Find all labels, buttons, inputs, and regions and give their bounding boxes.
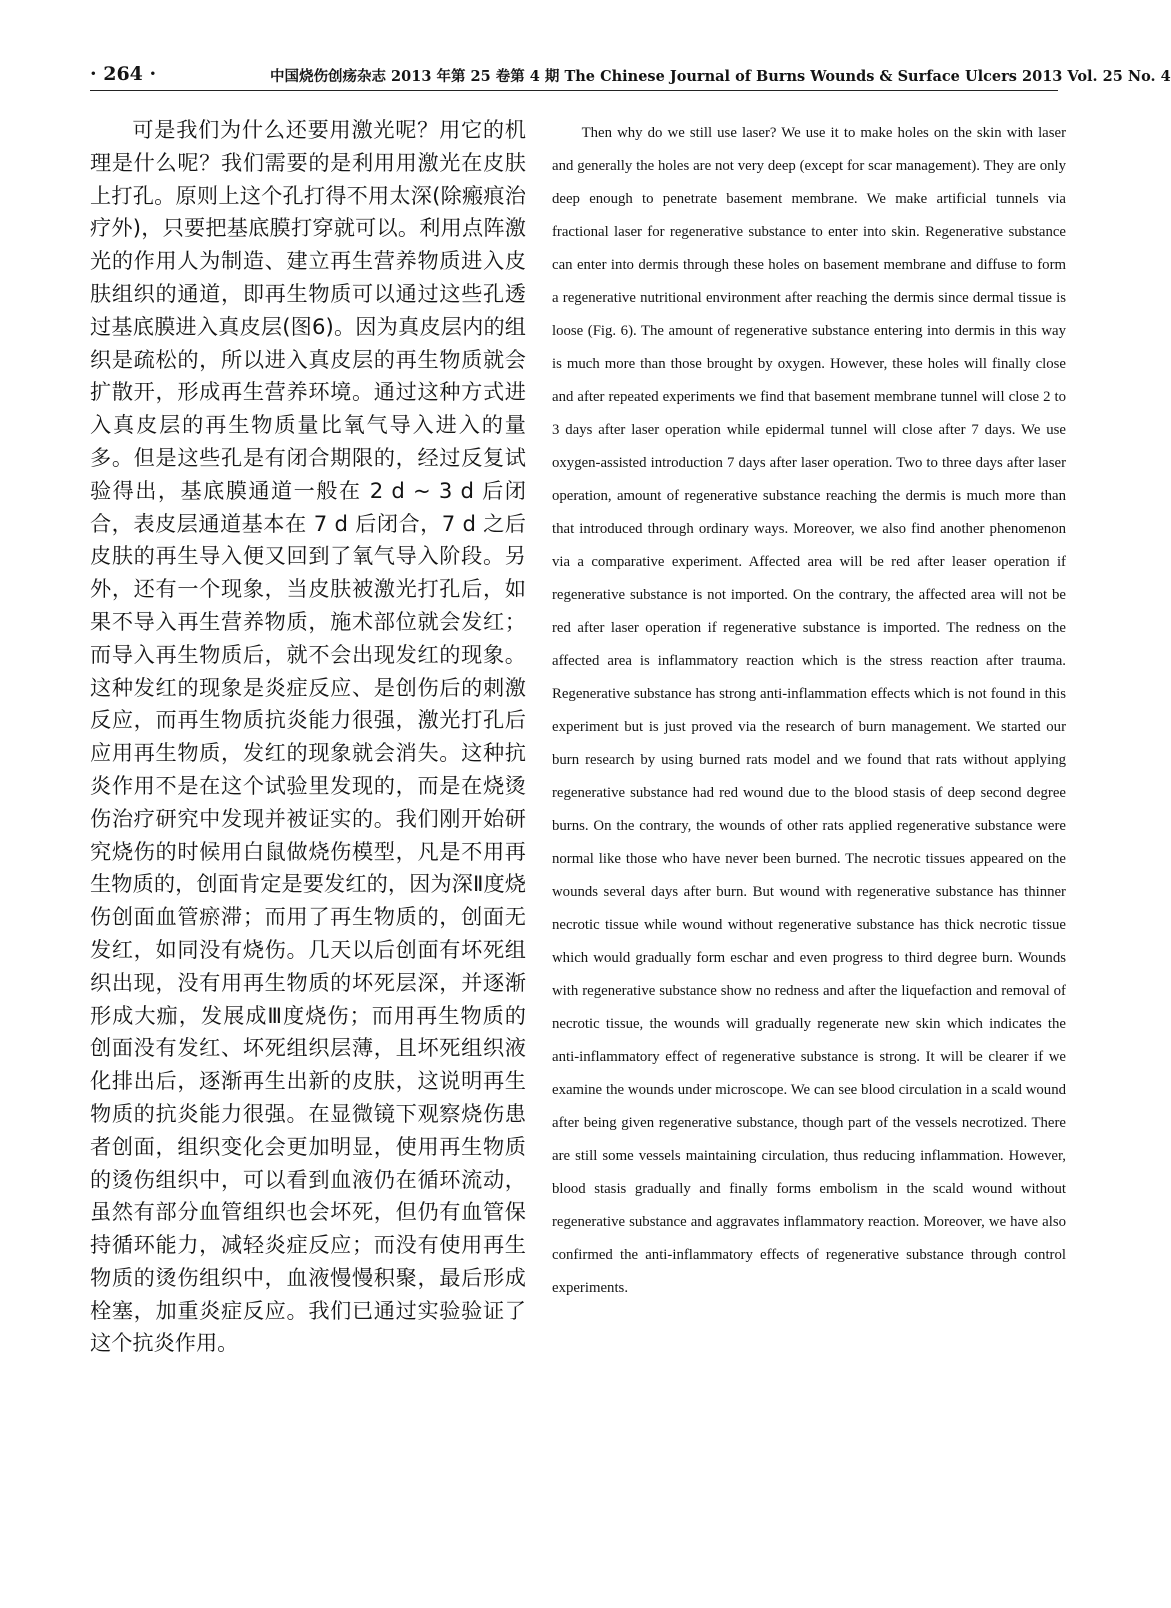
chinese-text-column: 可是我们为什么还要用激光呢？用它的机理是什么呢？我们需要的是利用用激光在皮肤上打孔。原则上这个孔打得不用太深(除瘢痕治疗外)，只要把基底膜打穿就可以。利用点阵激光的作用人为制造、建立再生营养物质进入皮肤组织的通道，即再生物质可以通过这些孔透过基底膜进入真皮层(图6)。因为真皮层内的组织是疏松的，所以进入真皮层的再生物质就会扩散开，形成再生营养环境。通过这种方式进入真皮层的再生物质量比氧气导入进入的量多。但是这些孔是有闭合期限的，经过反复试验得出，基底膜通道一般在 2 d ~ 3 d 后闭合，表皮层通道基本在 7 d 后闭合，7 d 之后皮肤的再生导入便又回到了氧气导入阶段。另外，还有一个现象，当皮肤被激光打孔后，如果不导入再生营养物质，施术部位就会发红；而导入再生物质后，就不会出现发红的现象。这种发红的现象是炎症反应、是创伤后的刺激反应，而再生物质抗炎能力很强，激光打孔后应用再生物质，发红的现象就会消失。这种抗炎作用不是在这个试验里发现的，而是在烧烫伤治疗研究中发现并被证实的。我们刚开始研究烧伤的时候用白鼠做烧伤模型，凡是不用再生物质的，创面肯定是要发红的，因为深Ⅱ度烧伤创面血管瘀滞；而用了再生物质的，创面无发红，如同没有烧伤。几天以后创面有坏死组织出现，没有用再生物质的坏死层深，并逐渐形成大痂，发展成Ⅲ度烧伤；而用再生物质的创面没有发红、坏死组织层薄，且坏死组织液化排出后，逐渐再生出新的皮肤，这说明再生物质的抗炎能力很强。在显微镜下观察烧伤患者创面，组织变化会更加明显，使用再生物质的烫伤组织中，可以看到血液仍在循环流动，虽然有部分血管组织也会坏死，但仍有血管保持循环能力，减轻炎症反应；而没有使用再生物质的烫伤组织中，血液慢慢积聚，最后形成栓塞，加重炎症反应。我们已通过实验验证了这个抗炎作用。 bbox=[90, 117, 526, 1356]
running-header: 中国烧伤创疡杂志 2013 年第 25 卷第 4 期 The Chinese Journal of Burns Wounds & Surface Ulcers 2013 Vol. 25 No. 4 bbox=[270, 68, 1171, 85]
header-rule bbox=[90, 90, 1058, 91]
page-number: · 264 · bbox=[90, 63, 157, 85]
english-text-column: Then why do we still use laser? We use it to make holes on the skin with laser and generally the holes are not very deep (except for scar management). They are only deep enough to penetrate basement membrane. We make artificial tunnels via fractional laser for regenerative substance to enter into skin. Regenerative substance can enter into dermis through these holes on basement membrane and diffuse to form a regenerative nutritional environment after reaching the dermis since dermal tissue is loose (Fig. 6). The amount of regenerative substance entering into dermis in this way is much more than those brought by oxygen. However, these holes will finally close and after repeated experiments we find that basement membrane tunnel will close 2 to 3 days after laser operation while epidermal tunnel will close after 7 days. We use oxygen-assisted introduction 7 days after laser operation. Two to three days after laser operation, amount of regenerative substance reaching the dermis is much more than that introduced through ordinary ways. Moreover, we also find another phenomenon via a comparative experiment. Affected area will be red after leaser operation if regenerative substance is not imported. On the contrary, the affected area will not be red after laser operation if regenerative substance is imported. The redness on the affected area is inflammatory reaction which is the stress reaction after trauma. Regenerative substance has strong anti-inflammation effects which is not found in this experiment but is just proved via the research of burn management. We started our burn research by using burned rats model and we found that rats without applying regenerative substance had red wound due to the blood stasis of deep second degree burns. On the contrary, the wounds of other rats applied regenerative substance were normal like those who have never been burned. The necrotic tissues appeared on the wounds several days after burn. But wound with regenerative substance has thinner necrotic tissue while wound without regenerative substance has thick necrotic tissue which would gradually form eschar and even progress to third degree burn. Wounds with regenerative substance show no redness and after the liquefaction and removal of necrotic tissue, the wounds will gradually regenerate new skin which indicates the anti-inflammatory effect of regenerative substance is strong. It will be clearer if we examine the wounds under microscope. We can see blood circulation in a scald wound after being given regenerative substance, though part of the vessels necrotized. There are still some vessels maintaining circulation, thus reducing inflammation. However, blood stasis gradually and finally forms embolism in the scald wound without regenerative substance and aggravates inflammatory reaction. Moreover, we have also confirmed the anti-inflammatory effects of regenerative substance through control experiments. bbox=[552, 125, 1066, 1296]
column-gutter bbox=[544, 112, 545, 1502]
